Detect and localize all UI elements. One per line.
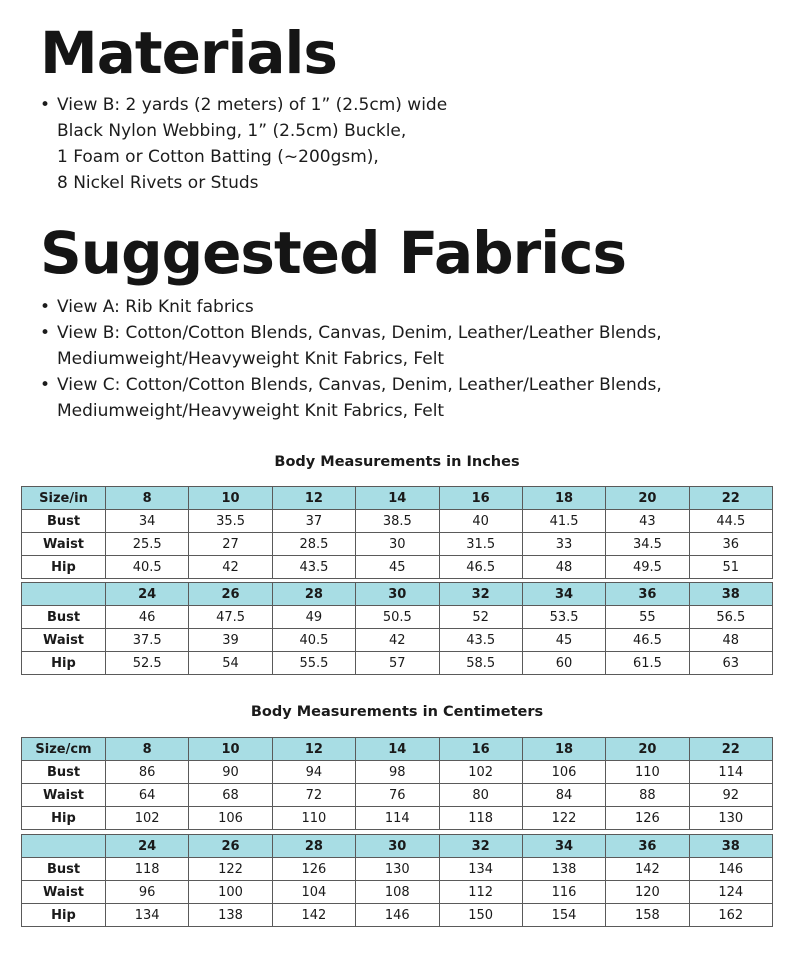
table-cell: 104 <box>272 881 355 904</box>
table-cell: 50.5 <box>356 606 439 629</box>
table-cell: 124 <box>689 881 772 904</box>
table-cell: 162 <box>689 904 772 927</box>
table-cell: 39 <box>189 629 272 652</box>
table-cell: 88 <box>606 784 689 807</box>
materials-list <box>40 92 447 196</box>
table-cell: 8 <box>106 738 189 761</box>
list-item-line: • View B: Cotton/Cotton Blends, Canvas, Denim, Leather/Leather Blends, <box>57 323 662 343</box>
table-cell: 158 <box>606 904 689 927</box>
table-row <box>22 761 773 784</box>
row-label-cell: Size/in <box>22 487 106 510</box>
list-item-line: • View B: 2 yards (2 meters) of 1” (2.5cm) wide <box>57 95 448 115</box>
table-cell: 126 <box>606 807 689 830</box>
table-cell: 60 <box>522 652 605 675</box>
table-row <box>22 556 773 579</box>
table-cell: 47.5 <box>189 606 272 629</box>
table-cell: 94 <box>272 761 355 784</box>
table-header-row <box>22 738 773 761</box>
row-label-cell: Waist <box>22 533 106 556</box>
table-cell: 63 <box>689 652 772 675</box>
table-cell: 68 <box>189 784 272 807</box>
row-label-cell: Bust <box>22 606 106 629</box>
table-cell: 22 <box>689 487 772 510</box>
table-cell: 72 <box>272 784 355 807</box>
table-cell: 22 <box>689 738 772 761</box>
table-row <box>22 807 773 830</box>
table-cell: 76 <box>356 784 439 807</box>
row-label-cell <box>22 835 106 858</box>
table-cell: 118 <box>106 858 189 881</box>
inches-table-title: Body Measurements in Inches <box>274 454 520 470</box>
table-cell: 138 <box>522 858 605 881</box>
table-cell: 14 <box>356 738 439 761</box>
table-cell: 36 <box>689 533 772 556</box>
suggested-fabrics-heading: Suggested Fabrics <box>40 219 626 287</box>
table-cell: 46 <box>106 606 189 629</box>
table-cell: 43.5 <box>439 629 522 652</box>
table-cell: 27 <box>189 533 272 556</box>
table-cell: 52 <box>439 606 522 629</box>
table-cell: 36 <box>606 835 689 858</box>
table-cell: 28 <box>272 583 355 606</box>
table-cell: 53.5 <box>522 606 605 629</box>
table-cell: 8 <box>106 487 189 510</box>
list-item-line: Mediumweight/Heavyweight Knit Fabrics, Felt <box>57 401 445 421</box>
table-row <box>22 881 773 904</box>
table-cell: 34 <box>106 510 189 533</box>
table-cell: 34 <box>522 835 605 858</box>
row-label-cell: Size/cm <box>22 738 106 761</box>
table-cell: 49.5 <box>606 556 689 579</box>
centimeters-table-title: Body Measurements in Centimeters <box>250 704 544 720</box>
table-cell: 122 <box>189 858 272 881</box>
table-cell: 33 <box>522 533 605 556</box>
table-cell: 142 <box>272 904 355 927</box>
list-item <box>40 294 662 320</box>
table-cell: 122 <box>522 807 605 830</box>
table-cell: 51 <box>689 556 772 579</box>
table-cell: 24 <box>106 835 189 858</box>
row-label-cell: Hip <box>22 652 106 675</box>
table-cell: 54 <box>189 652 272 675</box>
table-row <box>22 784 773 807</box>
row-label-cell: Waist <box>22 784 106 807</box>
table-cell: 106 <box>189 807 272 830</box>
table-cell: 18 <box>522 738 605 761</box>
inches-table-sizes-24-38 <box>21 582 773 675</box>
table-cell: 12 <box>272 738 355 761</box>
table-cell: 35.5 <box>189 510 272 533</box>
table-cell: 38 <box>689 835 772 858</box>
list-item <box>40 92 447 196</box>
table-cell: 48 <box>689 629 772 652</box>
table-cell: 14 <box>356 487 439 510</box>
list-item <box>40 320 662 372</box>
list-item <box>40 372 662 424</box>
table-cell: 30 <box>356 835 439 858</box>
table-cell: 100 <box>189 881 272 904</box>
table-cell: 10 <box>189 487 272 510</box>
table-cell: 20 <box>606 738 689 761</box>
list-item-line: 1 Foam or Cotton Batting (~200gsm), <box>57 147 379 167</box>
table-cell: 114 <box>689 761 772 784</box>
row-label-cell: Waist <box>22 629 106 652</box>
table-row <box>22 629 773 652</box>
table-cell: 134 <box>106 904 189 927</box>
row-label-cell: Hip <box>22 556 106 579</box>
table-row <box>22 652 773 675</box>
table-cell: 150 <box>439 904 522 927</box>
materials-heading: Materials <box>40 19 337 87</box>
table-cell: 130 <box>689 807 772 830</box>
table-cell: 37 <box>272 510 355 533</box>
table-cell: 40.5 <box>272 629 355 652</box>
table-cell: 116 <box>522 881 605 904</box>
table-cell: 146 <box>356 904 439 927</box>
row-label-cell: Bust <box>22 761 106 784</box>
table-cell: 42 <box>356 629 439 652</box>
table-cell: 55.5 <box>272 652 355 675</box>
table-cell: 30 <box>356 533 439 556</box>
table-cell: 38 <box>689 583 772 606</box>
table-cell: 26 <box>189 835 272 858</box>
row-label-cell: Hip <box>22 904 106 927</box>
table-cell: 64 <box>106 784 189 807</box>
table-cell: 42 <box>189 556 272 579</box>
row-label-cell: Hip <box>22 807 106 830</box>
table-cell: 24 <box>106 583 189 606</box>
table-cell: 98 <box>356 761 439 784</box>
table-cell: 108 <box>356 881 439 904</box>
table-cell: 32 <box>439 583 522 606</box>
table-cell: 96 <box>106 881 189 904</box>
table-cell: 90 <box>189 761 272 784</box>
table-cell: 154 <box>522 904 605 927</box>
fabrics-list <box>40 294 662 424</box>
table-row <box>22 858 773 881</box>
table-cell: 55 <box>606 606 689 629</box>
row-label-cell <box>22 583 106 606</box>
table-cell: 58.5 <box>439 652 522 675</box>
table-cell: 10 <box>189 738 272 761</box>
table-cell: 31.5 <box>439 533 522 556</box>
list-item-line: Black Nylon Webbing, 1” (2.5cm) Buckle, <box>57 121 407 141</box>
table-cell: 49 <box>272 606 355 629</box>
table-cell: 146 <box>689 858 772 881</box>
table-cell: 34.5 <box>606 533 689 556</box>
table-cell: 61.5 <box>606 652 689 675</box>
table-cell: 26 <box>189 583 272 606</box>
table-row <box>22 606 773 629</box>
table-cell: 38.5 <box>356 510 439 533</box>
table-cell: 28.5 <box>272 533 355 556</box>
table-cell: 110 <box>272 807 355 830</box>
table-cell: 37.5 <box>106 629 189 652</box>
table-cell: 52.5 <box>106 652 189 675</box>
table-cell: 46.5 <box>606 629 689 652</box>
table-cell: 130 <box>356 858 439 881</box>
table-cell: 138 <box>189 904 272 927</box>
table-cell: 57 <box>356 652 439 675</box>
table-cell: 16 <box>439 487 522 510</box>
table-cell: 40 <box>439 510 522 533</box>
list-item-line: 8 Nickel Rivets or Studs <box>57 173 259 193</box>
row-label-cell: Waist <box>22 881 106 904</box>
table-cell: 102 <box>439 761 522 784</box>
table-header-row <box>22 583 773 606</box>
table-cell: 56.5 <box>689 606 772 629</box>
table-row <box>22 510 773 533</box>
table-row <box>22 904 773 927</box>
table-cell: 12 <box>272 487 355 510</box>
table-cell: 84 <box>522 784 605 807</box>
table-cell: 16 <box>439 738 522 761</box>
table-row <box>22 533 773 556</box>
table-cell: 44.5 <box>689 510 772 533</box>
list-item-line: Mediumweight/Heavyweight Knit Fabrics, Felt <box>57 349 445 369</box>
table-cell: 142 <box>606 858 689 881</box>
table-cell: 45 <box>522 629 605 652</box>
row-label-cell: Bust <box>22 858 106 881</box>
table-cell: 102 <box>106 807 189 830</box>
table-cell: 92 <box>689 784 772 807</box>
table-cell: 114 <box>356 807 439 830</box>
table-cell: 46.5 <box>439 556 522 579</box>
table-cell: 36 <box>606 583 689 606</box>
row-label-cell: Bust <box>22 510 106 533</box>
table-cell: 43.5 <box>272 556 355 579</box>
table-cell: 20 <box>606 487 689 510</box>
table-cell: 41.5 <box>522 510 605 533</box>
table-cell: 126 <box>272 858 355 881</box>
table-header-row <box>22 487 773 510</box>
table-cell: 30 <box>356 583 439 606</box>
table-cell: 34 <box>522 583 605 606</box>
table-cell: 120 <box>606 881 689 904</box>
table-cell: 80 <box>439 784 522 807</box>
list-item-line: • View A: Rib Knit fabrics <box>57 297 254 317</box>
table-cell: 43 <box>606 510 689 533</box>
table-cell: 32 <box>439 835 522 858</box>
table-cell: 40.5 <box>106 556 189 579</box>
table-cell: 28 <box>272 835 355 858</box>
table-cell: 110 <box>606 761 689 784</box>
table-header-row <box>22 835 773 858</box>
table-cell: 112 <box>439 881 522 904</box>
centimeters-table-sizes-24-38 <box>21 834 773 927</box>
table-cell: 48 <box>522 556 605 579</box>
inches-table-sizes-8-22 <box>21 486 773 579</box>
table-cell: 106 <box>522 761 605 784</box>
table-cell: 134 <box>439 858 522 881</box>
list-item-line: • View C: Cotton/Cotton Blends, Canvas, Denim, Leather/Leather Blends, <box>57 375 662 395</box>
table-cell: 18 <box>522 487 605 510</box>
table-cell: 45 <box>356 556 439 579</box>
table-cell: 86 <box>106 761 189 784</box>
table-cell: 25.5 <box>106 533 189 556</box>
table-cell: 118 <box>439 807 522 830</box>
centimeters-table-sizes-8-22 <box>21 737 773 830</box>
